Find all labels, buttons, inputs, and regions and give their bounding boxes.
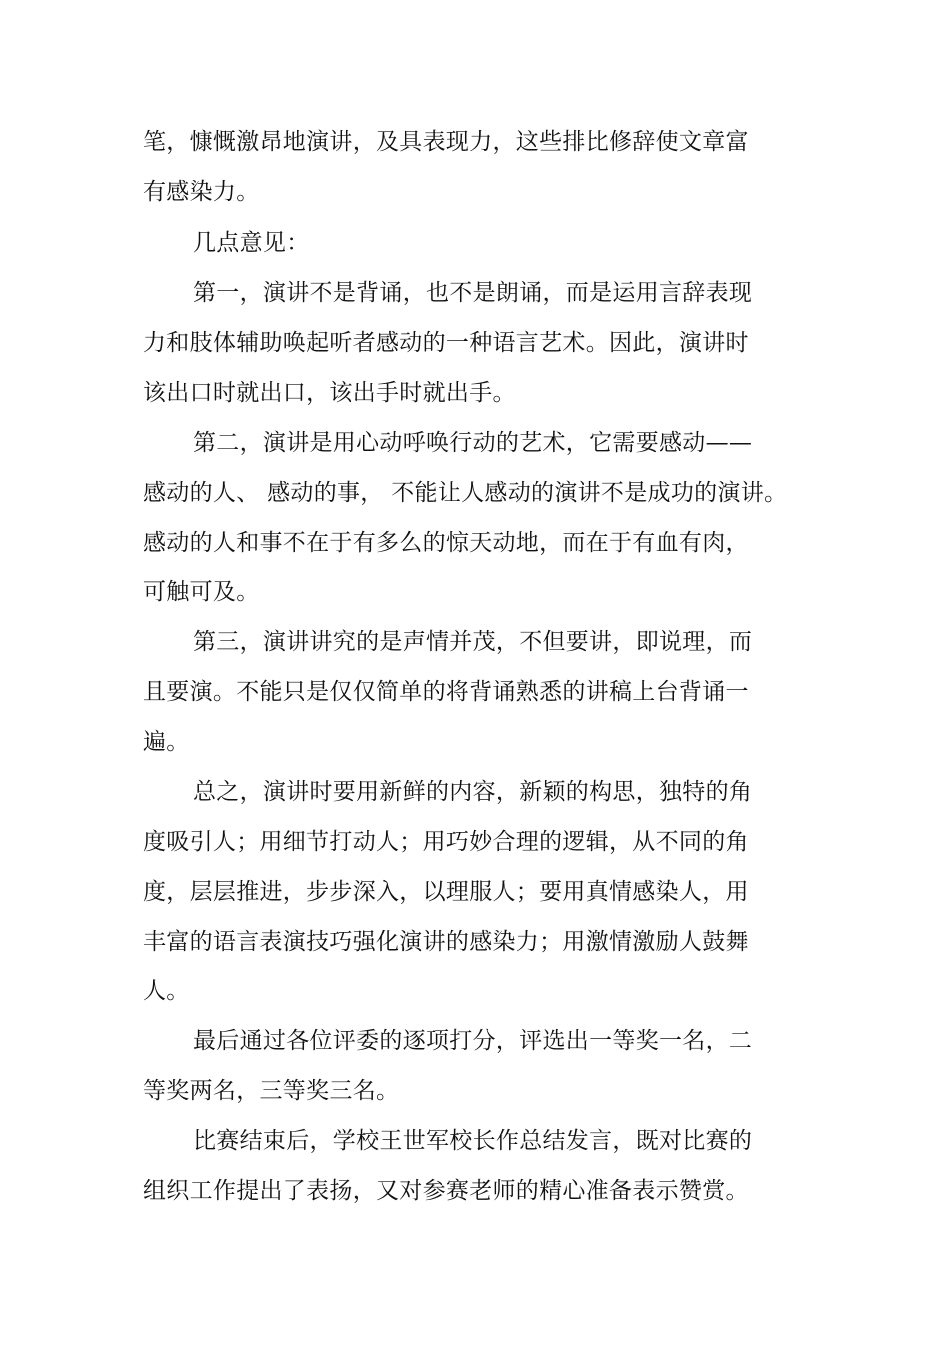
text-line: 有感染力。	[143, 179, 260, 205]
text-line: 比赛结束后，学校王世军校长作总结发言，既对比赛的	[193, 1128, 753, 1154]
text-line: 最后通过各位评委的逐项打分，评选出一等奖一名，二	[193, 1028, 753, 1054]
section-heading: 几点意见：	[193, 230, 310, 256]
text-line: 第二，演讲是用心动呼唤行动的艺术，它需要感动——	[193, 430, 753, 456]
text-line: 笔，慷慨激昂地演讲，及具表现力，这些排比修辞使文章富	[143, 129, 749, 155]
text-line: 力和肢体辅助唤起听者感动的一种语言艺术。因此，演讲时	[143, 330, 749, 356]
text-line: 第三，演讲讲究的是声情并茂，不但要讲，即说理，而	[193, 629, 753, 655]
text-line: 且要演。不能只是仅仅简单的将背诵熟悉的讲稿上台背诵一	[143, 679, 749, 705]
text-line: 人。	[143, 978, 190, 1004]
text-line: 感动的人和事不在于有多么的惊天动地，而在于有血有肉，	[143, 530, 749, 556]
text-line: 第一，演讲不是背诵，也不是朗诵，而是运用言辞表现	[193, 280, 753, 306]
text-line: 总之，演讲时要用新鲜的内容，新颖的构思，独特的角	[193, 779, 753, 805]
text-line: 度吸引人；用细节打动人；用巧妙合理的逻辑，从不同的角	[143, 829, 749, 855]
text-line: 度，层层推进，步步深入，以理服人；要用真情感染人，用	[143, 879, 749, 905]
text-line: 遍。	[143, 729, 190, 755]
text-line: 可触可及。	[143, 579, 260, 605]
text-line: 丰富的语言表演技巧强化演讲的感染力；用激情激励人鼓舞	[143, 929, 749, 955]
text-line: 该出口时就出口，该出手时就出手。	[143, 380, 516, 406]
text-line: 组织工作提出了表扬，又对参赛老师的精心准备表示赞赏。	[143, 1178, 749, 1204]
text-line: 等奖两名，三等奖三名。	[143, 1078, 400, 1104]
text-line: 感动的人、 感动的事， 不能让人感动的演讲不是成功的演讲。	[143, 480, 788, 506]
